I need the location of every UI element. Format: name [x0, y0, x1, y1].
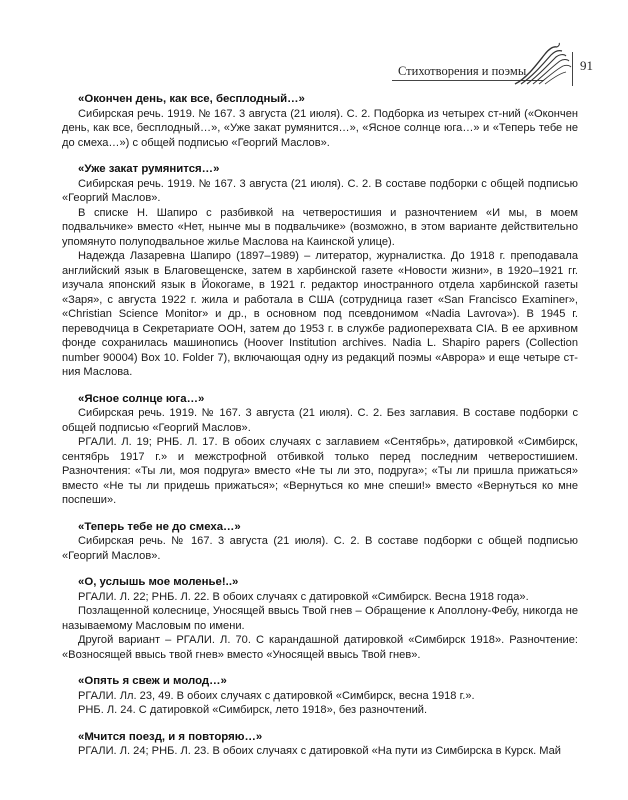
page-header [0, 38, 628, 88]
entry-paragraph: Позлащенной колеснице, Уносящей ввысь Твой гнев – Обращение к Аполлону-Фебу, никогда не называемому Масловым по имени. [62, 605, 578, 632]
commentary-entry [62, 674, 578, 718]
decorative-swash-ornament [513, 42, 575, 86]
entry-paragraph: Другой вариант – РГАЛИ. Л. 70. С карандашной датировкой «Симбирск 1918». Разночтение: «Возносящей ввысь твой гнев» вместо «Уносящей ввысь Твой гнев». [62, 634, 578, 661]
entry-paragraph: В списке Н. Шапиро с разбивкой на четверостишия и разночтением «И мы, в моем подвальчике» вместо «Нет, нынче мы в подвальчике» (возможно, в этом варианте действительно упомянуто полуподвальное жилье Маслова на Каинской улице). [62, 206, 578, 248]
entry-title: «Окончен день, как все, бесплодный…» [78, 93, 305, 105]
entry-paragraph: РГАЛИ. Л. 22; РНБ. Л. 22. В обоих случаях с датировкой «Симбирск. Весна 1918 года». [78, 590, 529, 603]
entry-title: «О, услышь мое моленье!..» [78, 576, 239, 588]
page-number: 91 [580, 58, 593, 73]
entry-title: «Мчится поезд, и я повторяю…» [78, 730, 263, 743]
commentary-entry [62, 520, 578, 564]
header-vertical-rule [572, 52, 573, 86]
entry-paragraph: Сибирская речь. 1919. № 167. 3 августа (21 июля). С. 2. Подборка из четырех ст-ний («Окончен день, как все, бесплодный…», «Уже закат румянится…», «Ясное солнце юга…» и «Теперь тебе не до смеха…») с общей подписью «Георгий Маслов». [62, 107, 578, 149]
entry-title: «Уже закат румянится…» [78, 163, 220, 175]
commentary-body [62, 92, 578, 771]
commentary-entry [62, 162, 578, 380]
entry-paragraph: РГАЛИ. Л. 19; РНБ. Л. 17. В обоих случаях с заглавием «Сентябрь», датировкой «Симбирск, сентябрь 1917 г.» и межстрофной отбивкой только перед последним четверостишием. Разночтения: «Ты ли, моя подруга» вместо «Не ты ли это, подруга»; «Ты ли пришла прижаться» вместо «Не ты ли придешь прижаться»; «Вернуться ко мне спеши!» вместо «Вернуться ко мне поспеши». [62, 436, 578, 506]
entry-paragraph: Сибирская речь. 1919. № 167. 3 августа (21 июля). С. 2. Без заглавия. В составе подборки с общей подписью «Георгий Маслов». [62, 407, 578, 434]
commentary-entry [62, 730, 578, 759]
entry-title: «Опять я свеж и молод…» [78, 675, 227, 687]
commentary-entry [62, 575, 578, 662]
commentary-entry [62, 92, 578, 150]
entry-paragraph: РГАЛИ. Лл. 23, 49. В обоих случаях с датировкой «Симбирск, весна 1918 г.». [78, 689, 475, 702]
entry-paragraph: Сибирская речь. № 167. 3 августа (21 июля). С. 2. В составе подборки с общей подписью «Георгий Маслов». [62, 535, 578, 562]
commentary-entry [62, 392, 578, 508]
entry-paragraph: РНБ. Л. 24. С датировкой «Симбирск, лето 1918», без разночтений. [78, 704, 428, 716]
entry-title: «Ясное солнце юга…» [78, 392, 205, 405]
running-title: Стихотворения и поэмы [398, 64, 527, 78]
entry-title: «Теперь тебе не до смеха…» [78, 520, 241, 533]
entry-paragraph: РГАЛИ. Л. 24; РНБ. Л. 23. В обоих случаях с датировкой «На пути из Симбирска в Курск. Май [78, 745, 561, 757]
entry-paragraph: Сибирская речь. 1919. № 167. 3 августа (21 июля). С. 2. В составе подборки с общей подписью «Георгий Маслов». [62, 177, 578, 204]
entry-paragraph: Надежда Лазаревна Шапиро (1897–1989) – литератор, журналистка. До 1918 г. преподавала английский язык в Благовещенске, затем в харбинской газете «Новости жизни», в 1920–1921 гг. изучала японский язык в Йокогаме, в 1921 г. редактор иностранного отдела харбинской газеты «Заря», с августа 1922 г. жила и работала в США (сотрудница газет «San Francisco Examiner», «Christian Science Monitor» и др., в основном под псевдонимом «Nadia Lavrova»). В 1945 г. переводчица в Секретариате ООН, затем до 1953 г. в службе радиоперехвата CIA. В ее архивном фонде сохранилась машинопись (Hoover Institution archives. Nadia L. Shapiro papers (Collection number 90004) Box 10. Folder 7), включающая одну из редакций поэмы «Аврора» и еще четыре ст-ния Маслова. [62, 250, 578, 378]
